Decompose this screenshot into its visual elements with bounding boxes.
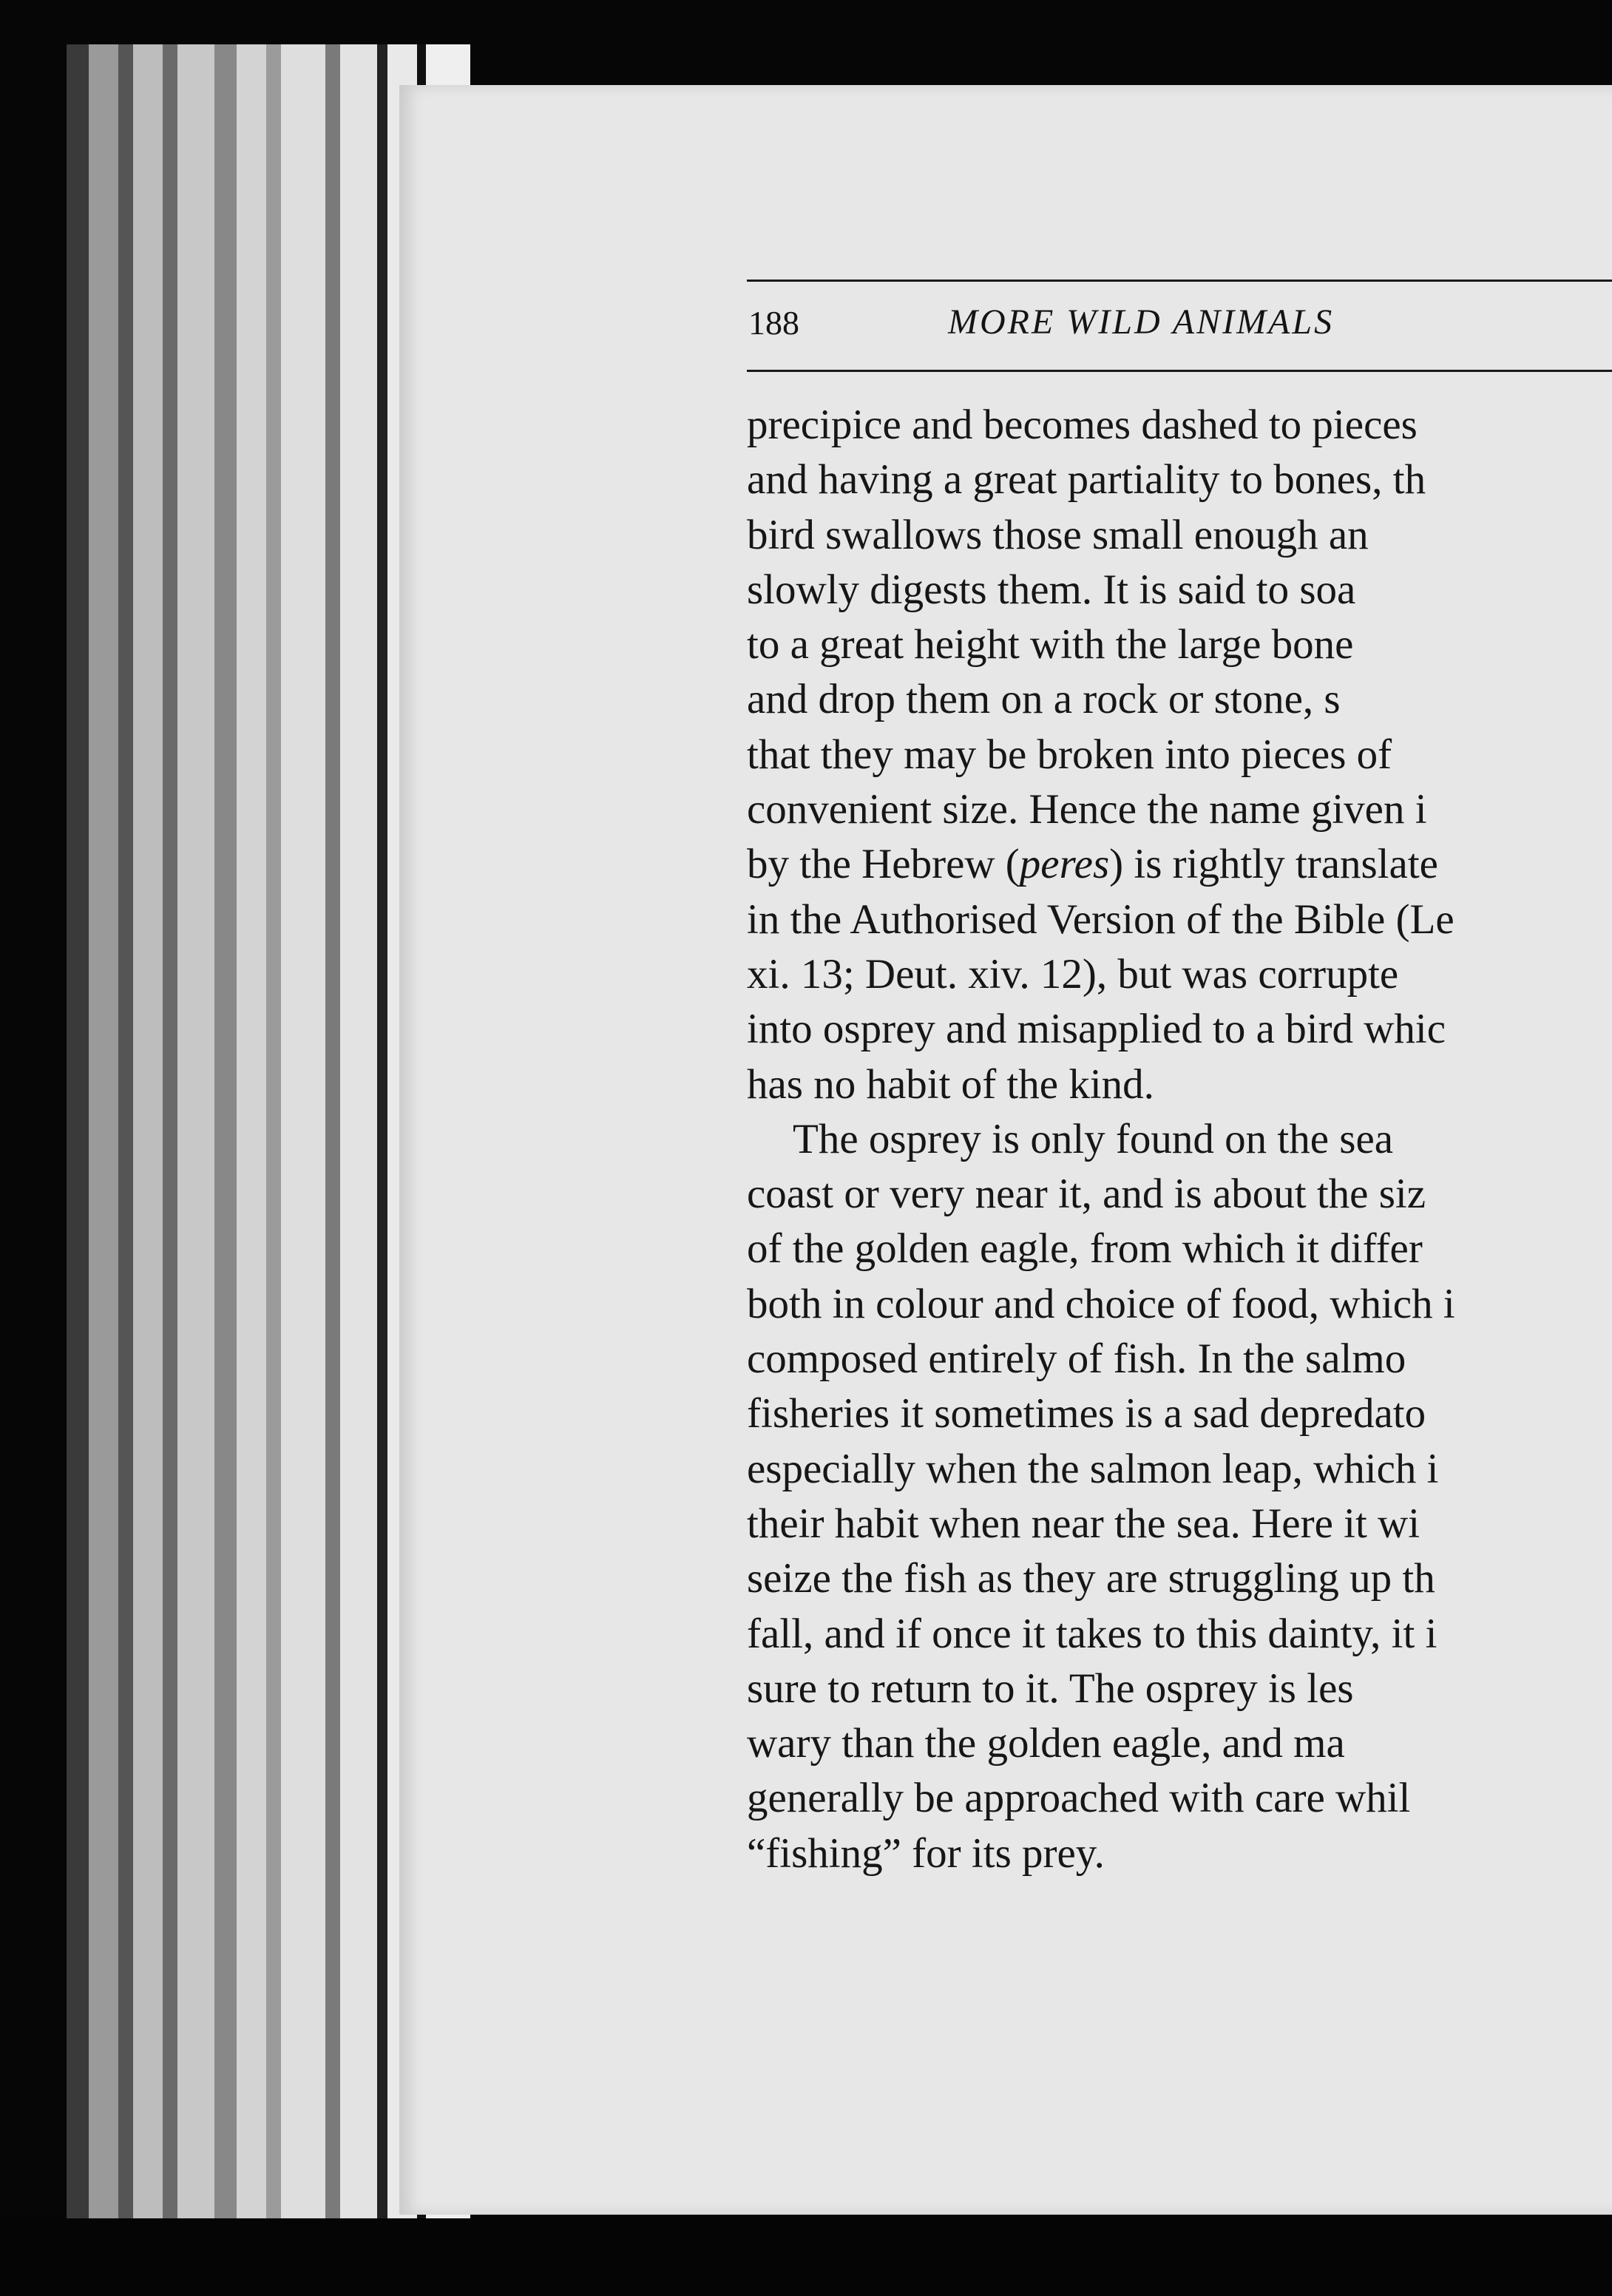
text-line: and having a great partiality to bones, th [747,456,1426,504]
text-line: fisheries it sometimes is a sad depredato [747,1390,1426,1437]
text-line: in the Authorised Version of the Bible (Le [747,895,1454,943]
text-line: slowly digests them. It is said to soa [747,566,1356,613]
page-edge-band [377,44,387,2226]
page-header [748,296,1612,348]
text-line: sure to return to it. The osprey is les [747,1665,1354,1712]
text-line: their habit when near the sea. Here it wi [747,1500,1420,1547]
page-edge-band [237,44,266,2226]
text-line: seize the fish as they are struggling up th [747,1555,1435,1602]
text-line: bird swallows those small enough an [747,511,1369,558]
header-rule-bottom [747,370,1612,372]
text-line: that they may be broken into pieces of [747,731,1392,778]
text-line: The osprey is only found on the sea [793,1115,1394,1162]
page-edge-band [266,44,281,2226]
running-head: MORE WILD ANIMALS [948,302,1335,342]
page-edge-band [118,44,133,2226]
page-edge-band [133,44,163,2226]
text-fragment: by the Hebrew ( [747,841,1020,888]
text-line: especially when the salmon leap, which i [747,1445,1439,1492]
page-edge-band [325,44,340,2226]
page-edge-band [281,44,325,2226]
header-rule-top [747,280,1612,282]
text-line: generally be approached with care whil [747,1775,1411,1822]
text-line: has no habit of the kind. [747,1060,1154,1108]
page-edge-band [214,44,237,2226]
page-body-text [747,398,1612,1881]
hebrew-word: peres [1019,841,1110,888]
text-line: coast or very near it, and is about the siz [747,1171,1426,1218]
text-line [747,837,1612,892]
page-edge-band [163,44,177,2226]
text-line: precipice and becomes dashed to pieces [747,402,1418,448]
text-line: xi. 13; Deut. xiv. 12), but was corrupte [747,950,1399,998]
page-number: 188 [748,304,799,342]
page-edge-band [89,44,118,2226]
page-edge-band [340,44,377,2226]
text-line: into osprey and misapplied to a bird whic [747,1006,1446,1053]
text-line: to a great height with the large bone [747,621,1354,668]
text-line: fall, and if once it takes to this dainty, it i [747,1610,1437,1657]
text-line: both in colour and choice of food, which i [747,1280,1455,1327]
scan-background [0,2218,1612,2296]
page-edge-band [67,44,89,2226]
text-line: wary than the golden eagle, and ma [747,1720,1345,1767]
text-line: and drop them on a rock or stone, s [747,676,1341,723]
text-fragment: ) is rightly translate [1109,841,1438,888]
text-line: composed entirely of fish. In the salmo [747,1335,1406,1383]
page-edge-band [177,44,214,2226]
text-line: convenient size. Hence the name given i [747,786,1427,833]
text-line: of the golden eagle, from which it differ [747,1225,1423,1273]
text-line: “fishing” for its prey. [747,1829,1105,1877]
